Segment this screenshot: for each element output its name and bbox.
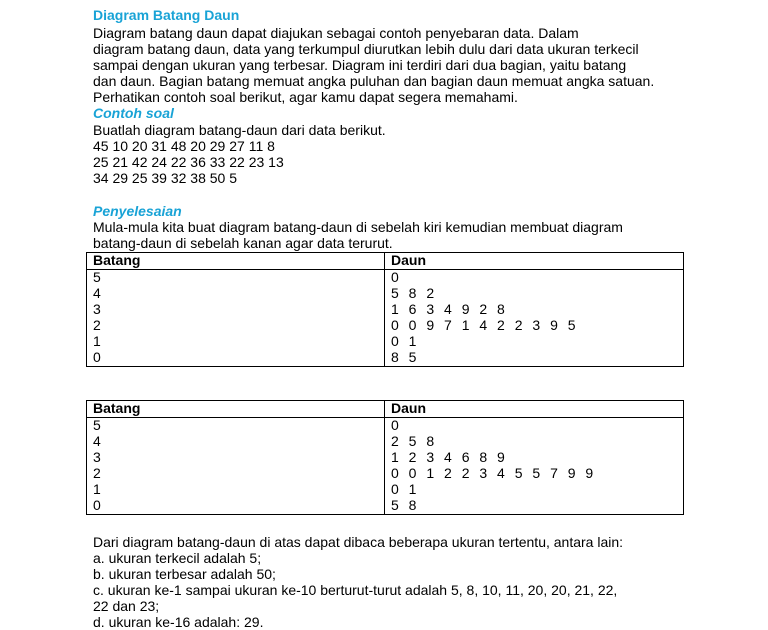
solution-heading: Penyelesaian — [93, 203, 182, 219]
leaf-cell: 1 6 3 4 9 2 8 — [385, 302, 684, 318]
stem-cell: 0 — [87, 350, 385, 367]
leaf-cell: 0 0 1 2 2 3 4 5 5 7 9 9 — [385, 466, 684, 482]
stem-cell: 0 — [87, 498, 385, 515]
leaf-cell: 2 5 8 — [385, 434, 684, 450]
leaf-cell: 8 5 — [385, 350, 684, 367]
leaf-cell: 1 2 3 4 6 8 9 — [385, 450, 684, 466]
leaf-cell: 0 — [385, 270, 684, 287]
leaf-cell: 5 8 — [385, 498, 684, 515]
leaf-cell: 5 8 2 — [385, 286, 684, 302]
stem-cell: 2 — [87, 466, 385, 482]
example-line: Buatlah diagram batang-daun dari data berikut. — [93, 122, 386, 138]
conclusion-line: a. ukuran terkecil adalah 5; — [93, 550, 262, 566]
intro-line: Perhatikan contoh soal berikut, agar kamu dapat segera memahami. — [93, 89, 518, 105]
conclusion-line: c. ukuran ke-1 sampai ukuran ke-10 berturut-turut adalah 5, 8, 10, 11, 20, 20, 21, 22, — [93, 582, 618, 598]
conclusion-line: 22 dan 23; — [93, 598, 160, 614]
table-row — [87, 466, 684, 482]
intro-line: sampai dengan ukuran yang terbesar. Diagram ini terdiri dari dua bagian, yaitu batang — [93, 57, 627, 73]
example-paragraph — [93, 122, 386, 186]
conclusion-line: d. ukuran ke-16 adalah: 29. — [93, 614, 264, 630]
table-row — [87, 418, 684, 435]
leaf-cell: 0 1 — [385, 482, 684, 498]
table-row — [87, 482, 684, 498]
intro-line: diagram batang daun, data yang terkumpul diurutkan lebih dulu dari data ukuran terkecil — [93, 41, 639, 57]
table-row — [87, 434, 684, 450]
conclusion-paragraph — [93, 534, 623, 630]
table-row — [87, 350, 684, 367]
header-daun: Daun — [385, 253, 684, 270]
table-header-row — [87, 401, 684, 418]
leaf-cell: 0 0 9 7 1 4 2 2 3 9 5 — [385, 318, 684, 334]
header-batang: Batang — [87, 401, 385, 418]
example-line: 34 29 25 39 32 38 50 5 — [93, 170, 238, 186]
solution-line: Mula-mula kita buat diagram batang-daun di sebelah kiri kemudian membuat diagram — [93, 219, 623, 235]
table-row — [87, 498, 684, 515]
stem-cell: 1 — [87, 482, 385, 498]
leaf-cell: 0 — [385, 418, 684, 435]
example-heading: Contoh soal — [93, 105, 174, 121]
table-row — [87, 270, 684, 287]
conclusion-line: Dari diagram batang-daun di atas dapat dibaca beberapa ukuran tertentu, antara lain: — [93, 534, 624, 550]
intro-paragraph — [93, 25, 654, 105]
table-row — [87, 286, 684, 302]
stem-cell: 4 — [87, 434, 385, 450]
solution-paragraph — [93, 219, 623, 251]
table-row — [87, 334, 684, 350]
table-row — [87, 318, 684, 334]
conclusion-line: b. ukuran terbesar adalah 50; — [93, 566, 276, 582]
stem-cell: 3 — [87, 450, 385, 466]
stem-cell: 5 — [87, 418, 385, 435]
table-header-row — [87, 253, 684, 270]
table-row — [87, 302, 684, 318]
solution-line: batang-daun di sebelah kanan agar data terurut. — [93, 235, 393, 251]
header-batang: Batang — [87, 253, 385, 270]
example-line: 45 10 20 31 48 20 29 27 11 8 — [93, 138, 275, 154]
stem-cell: 3 — [87, 302, 385, 318]
stem-cell: 2 — [87, 318, 385, 334]
stem-cell: 5 — [87, 270, 385, 287]
header-daun: Daun — [385, 401, 684, 418]
leaf-cell: 0 1 — [385, 334, 684, 350]
stem-leaf-table-unsorted — [86, 252, 684, 367]
example-line: 25 21 42 24 22 36 33 22 23 13 — [93, 154, 284, 170]
stem-cell: 4 — [87, 286, 385, 302]
section-heading: Diagram Batang Daun — [93, 7, 240, 23]
intro-line: Diagram batang daun dapat diajukan sebagai contoh penyebaran data. Dalam — [93, 25, 579, 41]
stem-cell: 1 — [87, 334, 385, 350]
table-row — [87, 450, 684, 466]
intro-line: dan daun. Bagian batang memuat angka puluhan dan bagian daun memuat angka satuan. — [93, 73, 655, 89]
stem-leaf-table-sorted — [86, 400, 684, 515]
